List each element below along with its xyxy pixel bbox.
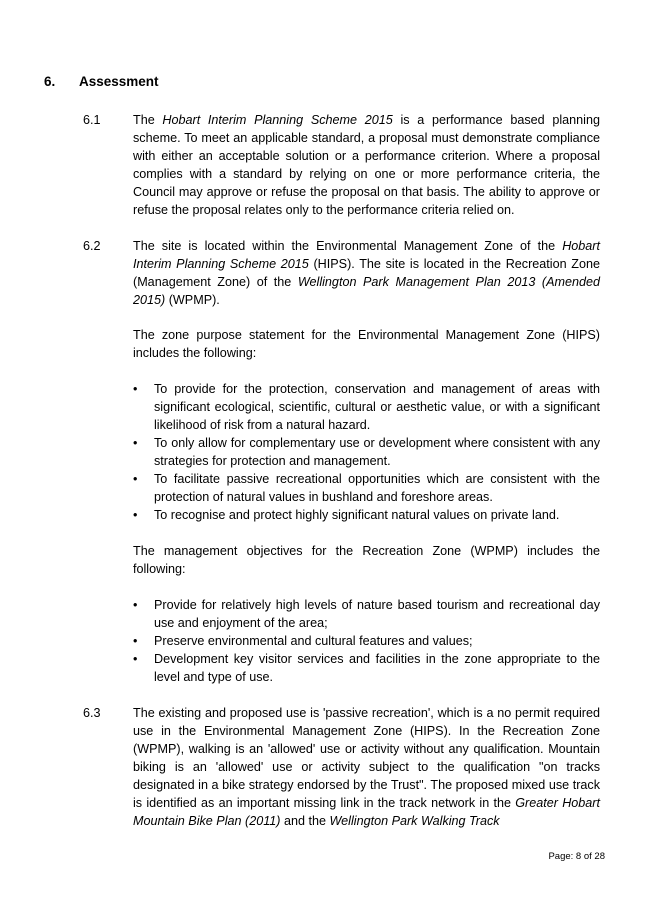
section-number: 6.	[44, 74, 56, 89]
management-objectives-intro: The management objectives for the Recreation Zone (WPMP) includes the following:	[133, 544, 600, 576]
list-item: • To recognise and protect highly significant natural values on private land.	[133, 506, 600, 524]
plan-title: Greater Hobart Mountain Bike Plan (2011)	[133, 796, 601, 828]
list-item: • Development key visitor services and facilities in the zone appropriate to the level and type of use.	[133, 650, 600, 686]
zone-purpose-intro: The zone purpose statement for the Environmental Management Zone (HIPS) includes the following:	[133, 328, 600, 360]
para-number-6-1: 6.1	[83, 113, 101, 127]
text: (HIPS). The site is located in the Recreation Zone (Management Zone) of the	[133, 257, 600, 289]
plan-title: Wellington Park Walking Track	[329, 814, 500, 828]
paragraph-6-2	[133, 237, 600, 309]
management-objectives-list	[133, 596, 600, 686]
paragraph-6-3	[133, 704, 600, 830]
list-item: • Provide for relatively high levels of nature based tourism and recreational day use and enjoyment of the area;	[133, 596, 600, 632]
section-title: Assessment	[79, 74, 159, 89]
text: and the	[280, 814, 330, 828]
paragraph-6-1	[133, 111, 600, 219]
list-item: • To facilitate passive recreational opportunities which are consistent with the protection of natural values in bushland and foreshore areas.	[133, 470, 600, 506]
list-item: • To provide for the protection, conservation and management of areas with significant ecological, scientific, cultural or aesthetic value, or with a significant likelihood of risk from a natural hazard.	[133, 380, 600, 434]
page-number: Page: 8 of 28	[548, 851, 605, 862]
plan-title: Wellington Park Management Plan 2013 (Amended 2015)	[133, 275, 601, 307]
para-number-6-2: 6.2	[83, 239, 101, 253]
text: The site is located within the Environmental Management Zone of the	[133, 239, 563, 253]
section-heading	[44, 74, 159, 89]
para-number-6-3: 6.3	[83, 706, 101, 720]
list-item: • To only allow for complementary use or development where consistent with any strategies for protection and management.	[133, 434, 600, 470]
text: (WPMP).	[165, 293, 220, 307]
text: is a performance based planning scheme. To meet an applicable standard, a proposal must demonstrate compliance with either an acceptable solution or a performance criterion. Where a proposal complies with a standard by relying on one or more performance criteria, the Council may approve or refuse the proposal on that basis. The ability to approve or refuse the proposal relates only to the performance criteria relied on.	[133, 113, 600, 217]
scheme-title: Hobart Interim Planning Scheme 2015	[133, 239, 600, 271]
text: The existing and proposed use is 'passive recreation', which is a no permit required use in the Environmental Management Zone (HIPS). In the Recreation Zone (WPMP), walking is an 'allowed' use or activity without any qualification. Mountain biking is an 'allowed' use or activity subject to the qualification "on tracks designated in a bike strategy endorsed by the Trust". The proposed mixed use track is identified as an important missing link in the track network in the	[133, 706, 600, 810]
list-item: • Preserve environmental and cultural features and values;	[133, 632, 600, 650]
zone-purpose-list	[133, 380, 600, 524]
text: The	[133, 113, 163, 127]
scheme-title: Hobart Interim Planning Scheme 2015	[162, 113, 393, 127]
